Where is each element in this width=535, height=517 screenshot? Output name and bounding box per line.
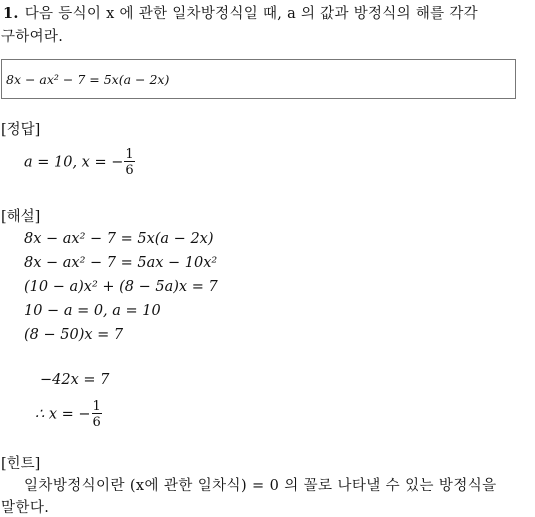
solution-fraction bbox=[92, 400, 102, 429]
question-line-1 bbox=[3, 2, 478, 23]
solution-fraction-den: 6 bbox=[92, 415, 101, 430]
answer-main: a = 10, x = − bbox=[24, 154, 124, 171]
solution-step-7 bbox=[35, 400, 102, 429]
solution-conclusion: ∴ x = − bbox=[35, 406, 91, 423]
hint-heading: [힌트] bbox=[1, 456, 41, 472]
hint-line-1: 일차방정식이란 (x에 관한 일차식) = 0 의 꼴로 나타낼 수 있는 방정식을 bbox=[24, 478, 497, 494]
hint-line-2: 말한다. bbox=[1, 500, 50, 516]
question-number: 1. bbox=[3, 5, 19, 22]
solution-step-2: 8x − ax² − 7 = 5ax − 10x² bbox=[24, 255, 218, 271]
solution-step-1: 8x − ax² − 7 = 5x(a − 2x) bbox=[24, 231, 214, 247]
answer-fraction-den: 6 bbox=[125, 163, 134, 178]
question-text-1: 다음 등식이 x 에 관한 일차방정식일 때, a 의 값과 방정식의 해를 각각 bbox=[24, 6, 478, 22]
solution-step-3: (10 − a)x² + (8 − 5a)x = 7 bbox=[24, 279, 218, 295]
solution-heading: [해설] bbox=[1, 209, 41, 225]
solution-step-4: 10 − a = 0, a = 10 bbox=[24, 303, 161, 319]
answer-heading: [정답] bbox=[1, 122, 41, 138]
solution-step-6: −42x = 7 bbox=[40, 372, 110, 388]
answer-fraction bbox=[124, 148, 134, 177]
answer-value bbox=[24, 148, 135, 177]
boxed-equation: 8x − ax² − 7 = 5x(a − 2x) bbox=[6, 72, 170, 87]
solution-fraction-num: 1 bbox=[92, 399, 101, 414]
solution-step-5: (8 − 50)x = 7 bbox=[24, 327, 124, 343]
question-line-2: 구하여라. bbox=[1, 29, 64, 45]
answer-fraction-num: 1 bbox=[125, 147, 134, 162]
